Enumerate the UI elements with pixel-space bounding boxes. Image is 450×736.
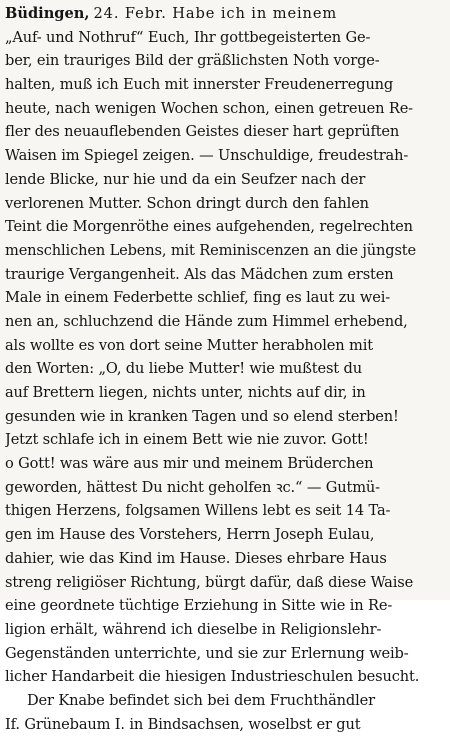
article-line-28: Gegenständen unterrichte, und sie zur Erlernung weib- bbox=[5, 644, 409, 662]
article-line-25: streng religiöser Richtung, bürgt dafür, daß diese Waise bbox=[5, 573, 414, 591]
article-line-16: den Worten: „O, du liebe Mutter! wie mußtest du bbox=[5, 360, 362, 378]
article-line-5: heute, nach wenigen Wochen schon, einen getreuen Re- bbox=[5, 99, 413, 117]
article-line-22: thigen Herzens, folgsamen Willens lebt es seit 14 Ta- bbox=[5, 502, 391, 520]
article-line-10: Teint die Morgenröthe eines aufgehenden, regelrechten bbox=[5, 218, 413, 236]
article-line-23: gen im Hause des Vorstehers, Herrn Joseph Eulau, bbox=[5, 526, 375, 544]
article-line-8: lende Blicke, nur hie und da ein Seufzer nach der bbox=[5, 170, 366, 188]
article-line-15: als wollte es von dort seine Mutter herabholen mit bbox=[5, 336, 373, 354]
article-line-21: geworden, hättest Du nicht geholfen ꝛc.“ — Gutmü- bbox=[5, 478, 380, 496]
article-line-1 bbox=[5, 2, 445, 26]
article-line-4: halten, muß ich Euch mit innerster Freudenerregung bbox=[5, 76, 394, 94]
article-line-12: traurige Vergangenheit. Als das Mädchen zum ersten bbox=[5, 265, 394, 283]
article-line-7: Waisen im Spiegel zeigen. — Unschuldige, freudestrah- bbox=[5, 147, 409, 165]
article-line-26: eine geordnete tüchtige Erziehung in Sitte wie in Re- bbox=[5, 597, 393, 615]
article-line-11: menschlichen Lebens, mit Reminiscenzen an die jüngste bbox=[5, 241, 416, 259]
article-line-19: Jetzt schlafe ich in einem Bett wie nie zuvor. Gott! bbox=[5, 431, 369, 449]
article-line-3: ber, ein trauriges Bild der gräßlichsten Noth vorge- bbox=[5, 52, 380, 70]
article-line-27: ligion erhält, während ich dieselbe in Religionslehr- bbox=[5, 620, 382, 638]
article-line-1-text: 24. Febr. Habe ich in meinem bbox=[93, 5, 338, 22]
article-line-17: auf Brettern liegen, nichts unter, nichts auf dir, in bbox=[5, 384, 366, 401]
article-line-30: Der Knabe befindet sich bei dem Fruchthändler bbox=[27, 691, 375, 709]
article-line-20: o Gott! was wäre aus mir und meinem Brüderchen bbox=[5, 455, 374, 473]
article-line-18: gesunden wie in kranken Tagen und so elend sterben! bbox=[5, 407, 399, 425]
article-line-9: verlorenen Mutter. Schon dringt durch den fahlen bbox=[5, 194, 369, 212]
article-line-24: dahier, wie das Kind im Hause. Dieses ehrbare Haus bbox=[5, 549, 387, 567]
article-text bbox=[5, 2, 445, 736]
article-line-2: „Auf- und Nothruf“ Euch, Ihr gottbegeisterten Ge- bbox=[5, 28, 371, 46]
article-line-13: Male in einem Federbette schlief, fing es laut zu wei- bbox=[5, 289, 391, 307]
article-line-31: If. Grünebaum I. in Bindsachsen, woselbst er gut bbox=[5, 715, 361, 733]
dateline-place: Büdingen, bbox=[5, 5, 90, 22]
article-line-14: nen an, schluchzend die Hände zum Himmel erhebend, bbox=[5, 312, 408, 330]
article-line-29: licher Handarbeit die hiesigen Industrieschulen besucht. bbox=[5, 668, 420, 686]
article-line-6: fler des neuauflebenden Geistes dieser hart geprüften bbox=[5, 123, 400, 141]
